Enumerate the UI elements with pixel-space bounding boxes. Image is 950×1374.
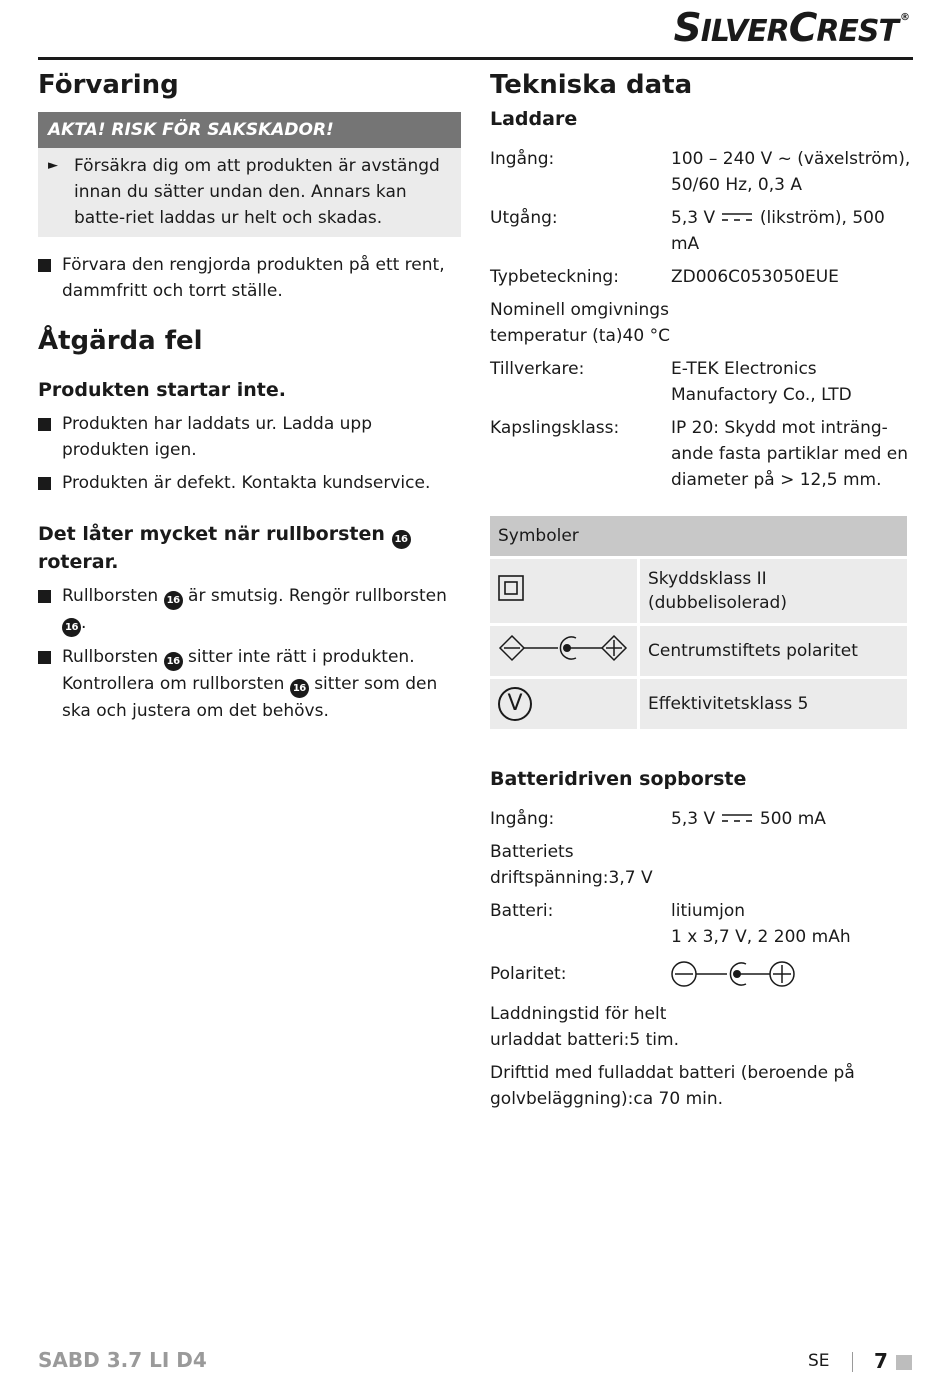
spec-row-temp: Nominell omgivnings temperatur (ta) 40 °C <box>490 300 670 346</box>
ref-number-badge: 16 <box>392 530 411 549</box>
spec-row-maker: Tillverkare: E-TEK Electronics Manufactory Co., LTD <box>490 359 852 405</box>
bullet-square-icon <box>38 418 51 431</box>
ref-number-badge: 16 <box>164 591 183 610</box>
table-row: Skyddsklass II (dubbelisolerad) <box>490 559 907 623</box>
spec-row-sweeper-input: Ingång: 5,3 V 500 mA <box>490 809 826 829</box>
spec-row-battery: Batteri: litiumjon 1 x 3,7 V, 2 200 mAh <box>490 901 851 947</box>
header-rule <box>38 57 913 60</box>
page-number: 7 <box>874 1349 888 1373</box>
spec-row-charge: Laddningstid för helt urladdat batteri: 5 tim. <box>490 1004 679 1050</box>
problem1-title: Produkten startar inte. <box>38 379 286 401</box>
troubleshoot-title: Åtgärda fel <box>38 326 203 356</box>
polarity-icon <box>498 632 628 664</box>
polarity-icon <box>671 959 797 989</box>
ref-number-badge: 16 <box>164 652 183 671</box>
efficiency-v-icon: V <box>498 687 532 721</box>
footer-model: SABD 3.7 LI D4 <box>38 1348 207 1372</box>
footer-divider <box>852 1352 853 1372</box>
storage-bullet: Förvara den rengjorda produkten på ett rent, dammfritt och torrt ställe. <box>38 252 461 304</box>
symbols-header: Symboler <box>490 516 907 556</box>
bullet-square-icon <box>38 259 51 272</box>
arrow-icon: ► <box>48 158 58 173</box>
brand-logo: SILVERCREST ® <box>673 6 910 51</box>
bullet-square-icon <box>38 590 51 603</box>
bullet-square-icon <box>38 651 51 664</box>
left-column <box>38 68 461 724</box>
dc-current-icon <box>722 211 752 223</box>
right-column <box>490 68 913 1112</box>
spec-row-voltage: Batteriets driftspänning: 3,7 V <box>490 842 653 888</box>
sweeper-title: Batteridriven sopborste <box>490 768 747 790</box>
spec-row-runtime: Drifttid med fulladdat batteri (beroende på golvbeläggning): ca 70 min. <box>490 1063 855 1109</box>
charger-title: Laddare <box>490 108 578 130</box>
spec-row-input: Ingång: 100 – 240 V ~ (växelström), 50/60 Hz, 0,3 A <box>490 149 911 195</box>
warning-text: Försäkra dig om att produkten är avstängd innan du sätter undan den. Annars kan batte-riet laddas ur helt och skadas. <box>74 156 440 228</box>
spec-row-output: Utgång: 5,3 V (likström), 500 mA <box>490 208 885 254</box>
warning-box <box>38 148 461 237</box>
spec-row-ip: Kapslingsklass: IP 20: Skydd mot inträng-ande fasta partiklar med en diameter på > 12,5 mm. <box>490 418 909 490</box>
storage-title: Förvaring <box>38 70 179 100</box>
double-insulation-icon <box>498 575 524 601</box>
problem2-item: Rullborsten 16 sitter inte rätt i produkten. Kontrollera om rullborsten 16 sitter som den ska och justera om det behövs. <box>38 644 461 724</box>
table-row: V Effektivitetsklass 5 <box>490 679 907 729</box>
problem1-item: Produkten har laddats ur. Ladda upp produkten igen. <box>38 411 461 463</box>
page-marker <box>896 1355 912 1370</box>
bullet-square-icon <box>38 477 51 490</box>
footer-language: SE <box>808 1351 830 1371</box>
tech-title: Tekniska data <box>490 70 693 100</box>
spec-row-polarity: Polaritet: <box>490 959 913 997</box>
ref-number-badge: 16 <box>62 618 81 637</box>
dc-current-icon <box>722 812 752 824</box>
problem1-item: Produkten är defekt. Kontakta kundservice. <box>38 470 461 496</box>
warning-label: AKTA! RISK FÖR SAKSKADOR! <box>38 112 461 148</box>
table-row: Centrumstiftets polaritet <box>490 626 907 676</box>
symbols-table <box>487 513 910 732</box>
spec-row-type: Typbeteckning: ZD006C053050EUE <box>490 267 839 287</box>
problem2-title: Det låter mycket när rullborsten 16 roterar. <box>38 521 461 575</box>
problem2-item: Rullborsten 16 är smutsig. Rengör rullborsten 16 . <box>38 583 461 637</box>
ref-number-badge: 16 <box>290 679 309 698</box>
